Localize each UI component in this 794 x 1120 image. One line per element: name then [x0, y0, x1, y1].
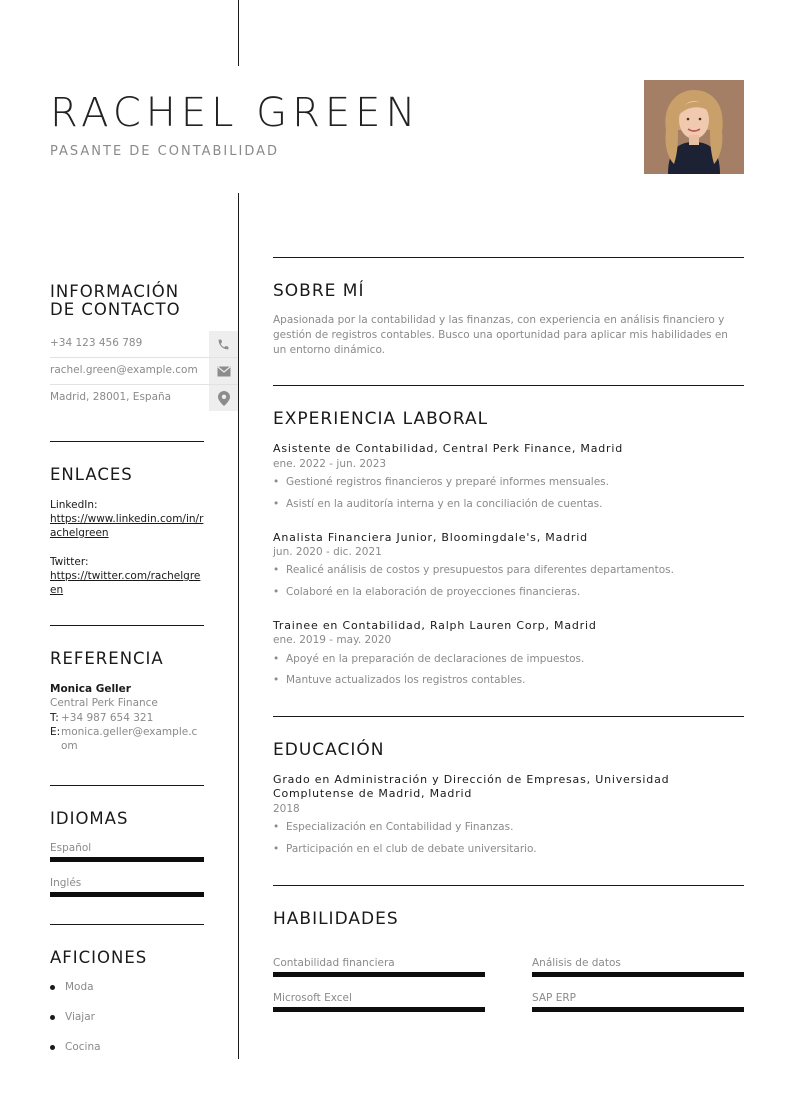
job-bullet-text: Apoyé en la preparación de declaraciones de impuestos. — [286, 653, 585, 665]
profile-photo — [644, 80, 744, 174]
education-bullet — [273, 821, 744, 833]
reference-company: Central Perk Finance — [50, 697, 158, 709]
skill-label: Contabilidad financiera — [273, 957, 395, 969]
degree-title: Grado en Administración y Dirección de Empresas, Universidad Complutense de Madrid, Madrid — [273, 773, 670, 800]
contact-email: rachel.green@example.com — [50, 364, 198, 376]
contact-phone: +34 123 456 789 — [50, 337, 143, 349]
language-level-bar — [50, 892, 204, 897]
reference-section — [50, 682, 204, 753]
reference-email-label: E: — [50, 726, 61, 738]
links-heading: ENLACES — [50, 465, 133, 484]
job-bullet-text: Mantuve actualizados los registros contables. — [286, 674, 526, 686]
bullet-icon: • — [273, 843, 280, 855]
divider — [273, 257, 744, 258]
job-dates: jun. 2020 - dic. 2021 — [273, 546, 382, 558]
skill-level-bar — [532, 972, 744, 977]
skill-label: Microsoft Excel — [273, 992, 352, 1004]
bullet-icon: • — [273, 586, 280, 598]
skill-label: SAP ERP — [532, 992, 576, 1004]
language-label: Inglés — [50, 877, 82, 889]
job-dates: ene. 2022 - jun. 2023 — [273, 458, 387, 470]
job-title: Trainee en Contabilidad, Ralph Lauren Corp, Madrid — [273, 619, 597, 632]
hobby-label: Viajar — [65, 1011, 95, 1023]
bullet-icon: • — [273, 476, 280, 488]
reference-email-row — [50, 725, 204, 753]
candidate-name: RACHEL GREEN — [50, 90, 421, 136]
skill-item — [273, 957, 485, 977]
job-bullet — [273, 498, 744, 510]
skill-item — [532, 957, 744, 977]
language-label: Español — [50, 842, 92, 854]
twitter-link[interactable]: https://twitter.com/rachelgreen — [50, 570, 201, 596]
job-bullet-text: Gestioné registros financieros y preparé informes mensuales. — [286, 476, 609, 488]
contact-address: Madrid, 28001, España — [50, 391, 172, 403]
bullet-dot-icon — [50, 1015, 55, 1020]
reference-name: Monica Geller — [50, 683, 131, 695]
job-bullet-text: Colaboré en la elaboración de proyecciones financieras. — [286, 586, 581, 598]
education-bullet-text: Participación en el club de debate universitario. — [286, 843, 537, 855]
about-heading: SOBRE MÍ — [273, 281, 365, 301]
contact-heading — [50, 283, 204, 319]
contact-phone-row — [50, 331, 238, 358]
hobby-item — [50, 1011, 95, 1023]
linkedin-link[interactable]: https://www.linkedin.com/in/rachelgreen — [50, 513, 204, 539]
hobbies-heading: AFICIONES — [50, 948, 148, 967]
divider — [50, 924, 204, 925]
bullet-dot-icon — [50, 1045, 55, 1050]
skill-item — [273, 992, 485, 1012]
bullet-dot-icon — [50, 985, 55, 990]
job-bullet-text: Asistí en la auditoría interna y en la conciliación de cuentas. — [286, 498, 603, 510]
degree-year: 2018 — [273, 803, 300, 815]
contact-heading-line1: INFORMACIÓN — [50, 282, 180, 301]
reference-phone: +34 987 654 321 — [61, 712, 154, 724]
envelope-icon — [209, 358, 238, 384]
language-item — [50, 877, 204, 897]
reference-heading: REFERENCIA — [50, 649, 164, 668]
bullet-icon: • — [273, 498, 280, 510]
contact-email-row — [50, 358, 238, 385]
job-dates: ene. 2019 - may. 2020 — [273, 634, 392, 646]
divider — [50, 785, 204, 786]
skills-heading: HABILIDADES — [273, 909, 399, 929]
hobby-label: Cocina — [65, 1041, 101, 1053]
candidate-title: PASANTE DE CONTABILIDAD — [50, 144, 280, 159]
skill-level-bar — [532, 1007, 744, 1012]
job-title: Asistente de Contabilidad, Central Perk Finance, Madrid — [273, 442, 624, 455]
skill-level-bar — [273, 1007, 485, 1012]
hobby-item — [50, 1041, 101, 1053]
links-section — [50, 498, 204, 597]
vertical-divider-top — [238, 0, 239, 66]
languages-heading: IDIOMAS — [50, 809, 129, 828]
bullet-icon: • — [273, 653, 280, 665]
experience-heading: EXPERIENCIA LABORAL — [273, 409, 489, 429]
about-text: Apasionada por la contabilidad y las finanzas, con experiencia en análisis financiero y gestión de registros contables. Busco una oportunidad para aplicar mis habilidades en un entorno dinámico. — [273, 314, 728, 356]
language-level-bar — [50, 857, 204, 862]
job-bullet — [273, 476, 744, 488]
reference-email: monica.geller@example.com — [61, 726, 198, 752]
hobby-label: Moda — [65, 981, 94, 993]
contact-address-row — [50, 385, 238, 412]
job-bullet — [273, 586, 744, 598]
education-heading: EDUCACIÓN — [273, 740, 385, 760]
job-bullet — [273, 564, 744, 576]
reference-phone-label: T: — [50, 712, 59, 724]
skill-item — [532, 992, 744, 1012]
contact-heading-line2: DE CONTACTO — [50, 300, 181, 319]
location-pin-icon — [209, 385, 238, 411]
divider — [273, 716, 744, 717]
reference-phone-row — [50, 711, 204, 725]
job-bullet — [273, 674, 744, 686]
job-bullet-text: Realicé análisis de costos y presupuestos para diferentes departamentos. — [286, 564, 674, 576]
education-bullet-text: Especialización en Contabilidad y Finanzas. — [286, 821, 514, 833]
bullet-icon: • — [273, 674, 280, 686]
hobby-item — [50, 981, 94, 993]
education-bullet — [273, 843, 744, 855]
divider — [50, 441, 204, 442]
job-bullet — [273, 653, 744, 665]
divider — [273, 385, 744, 386]
skill-label: Análisis de datos — [532, 957, 621, 969]
divider — [50, 625, 204, 626]
bullet-icon: • — [273, 564, 280, 576]
phone-icon — [209, 331, 238, 357]
twitter-label: Twitter: — [50, 556, 89, 568]
vertical-divider-main — [238, 193, 239, 1059]
skill-level-bar — [273, 972, 485, 977]
bullet-icon: • — [273, 821, 280, 833]
job-title: Analista Financiera Junior, Bloomingdale's, Madrid — [273, 531, 588, 544]
language-item — [50, 842, 204, 862]
linkedin-label: LinkedIn: — [50, 499, 98, 511]
divider — [273, 885, 744, 886]
